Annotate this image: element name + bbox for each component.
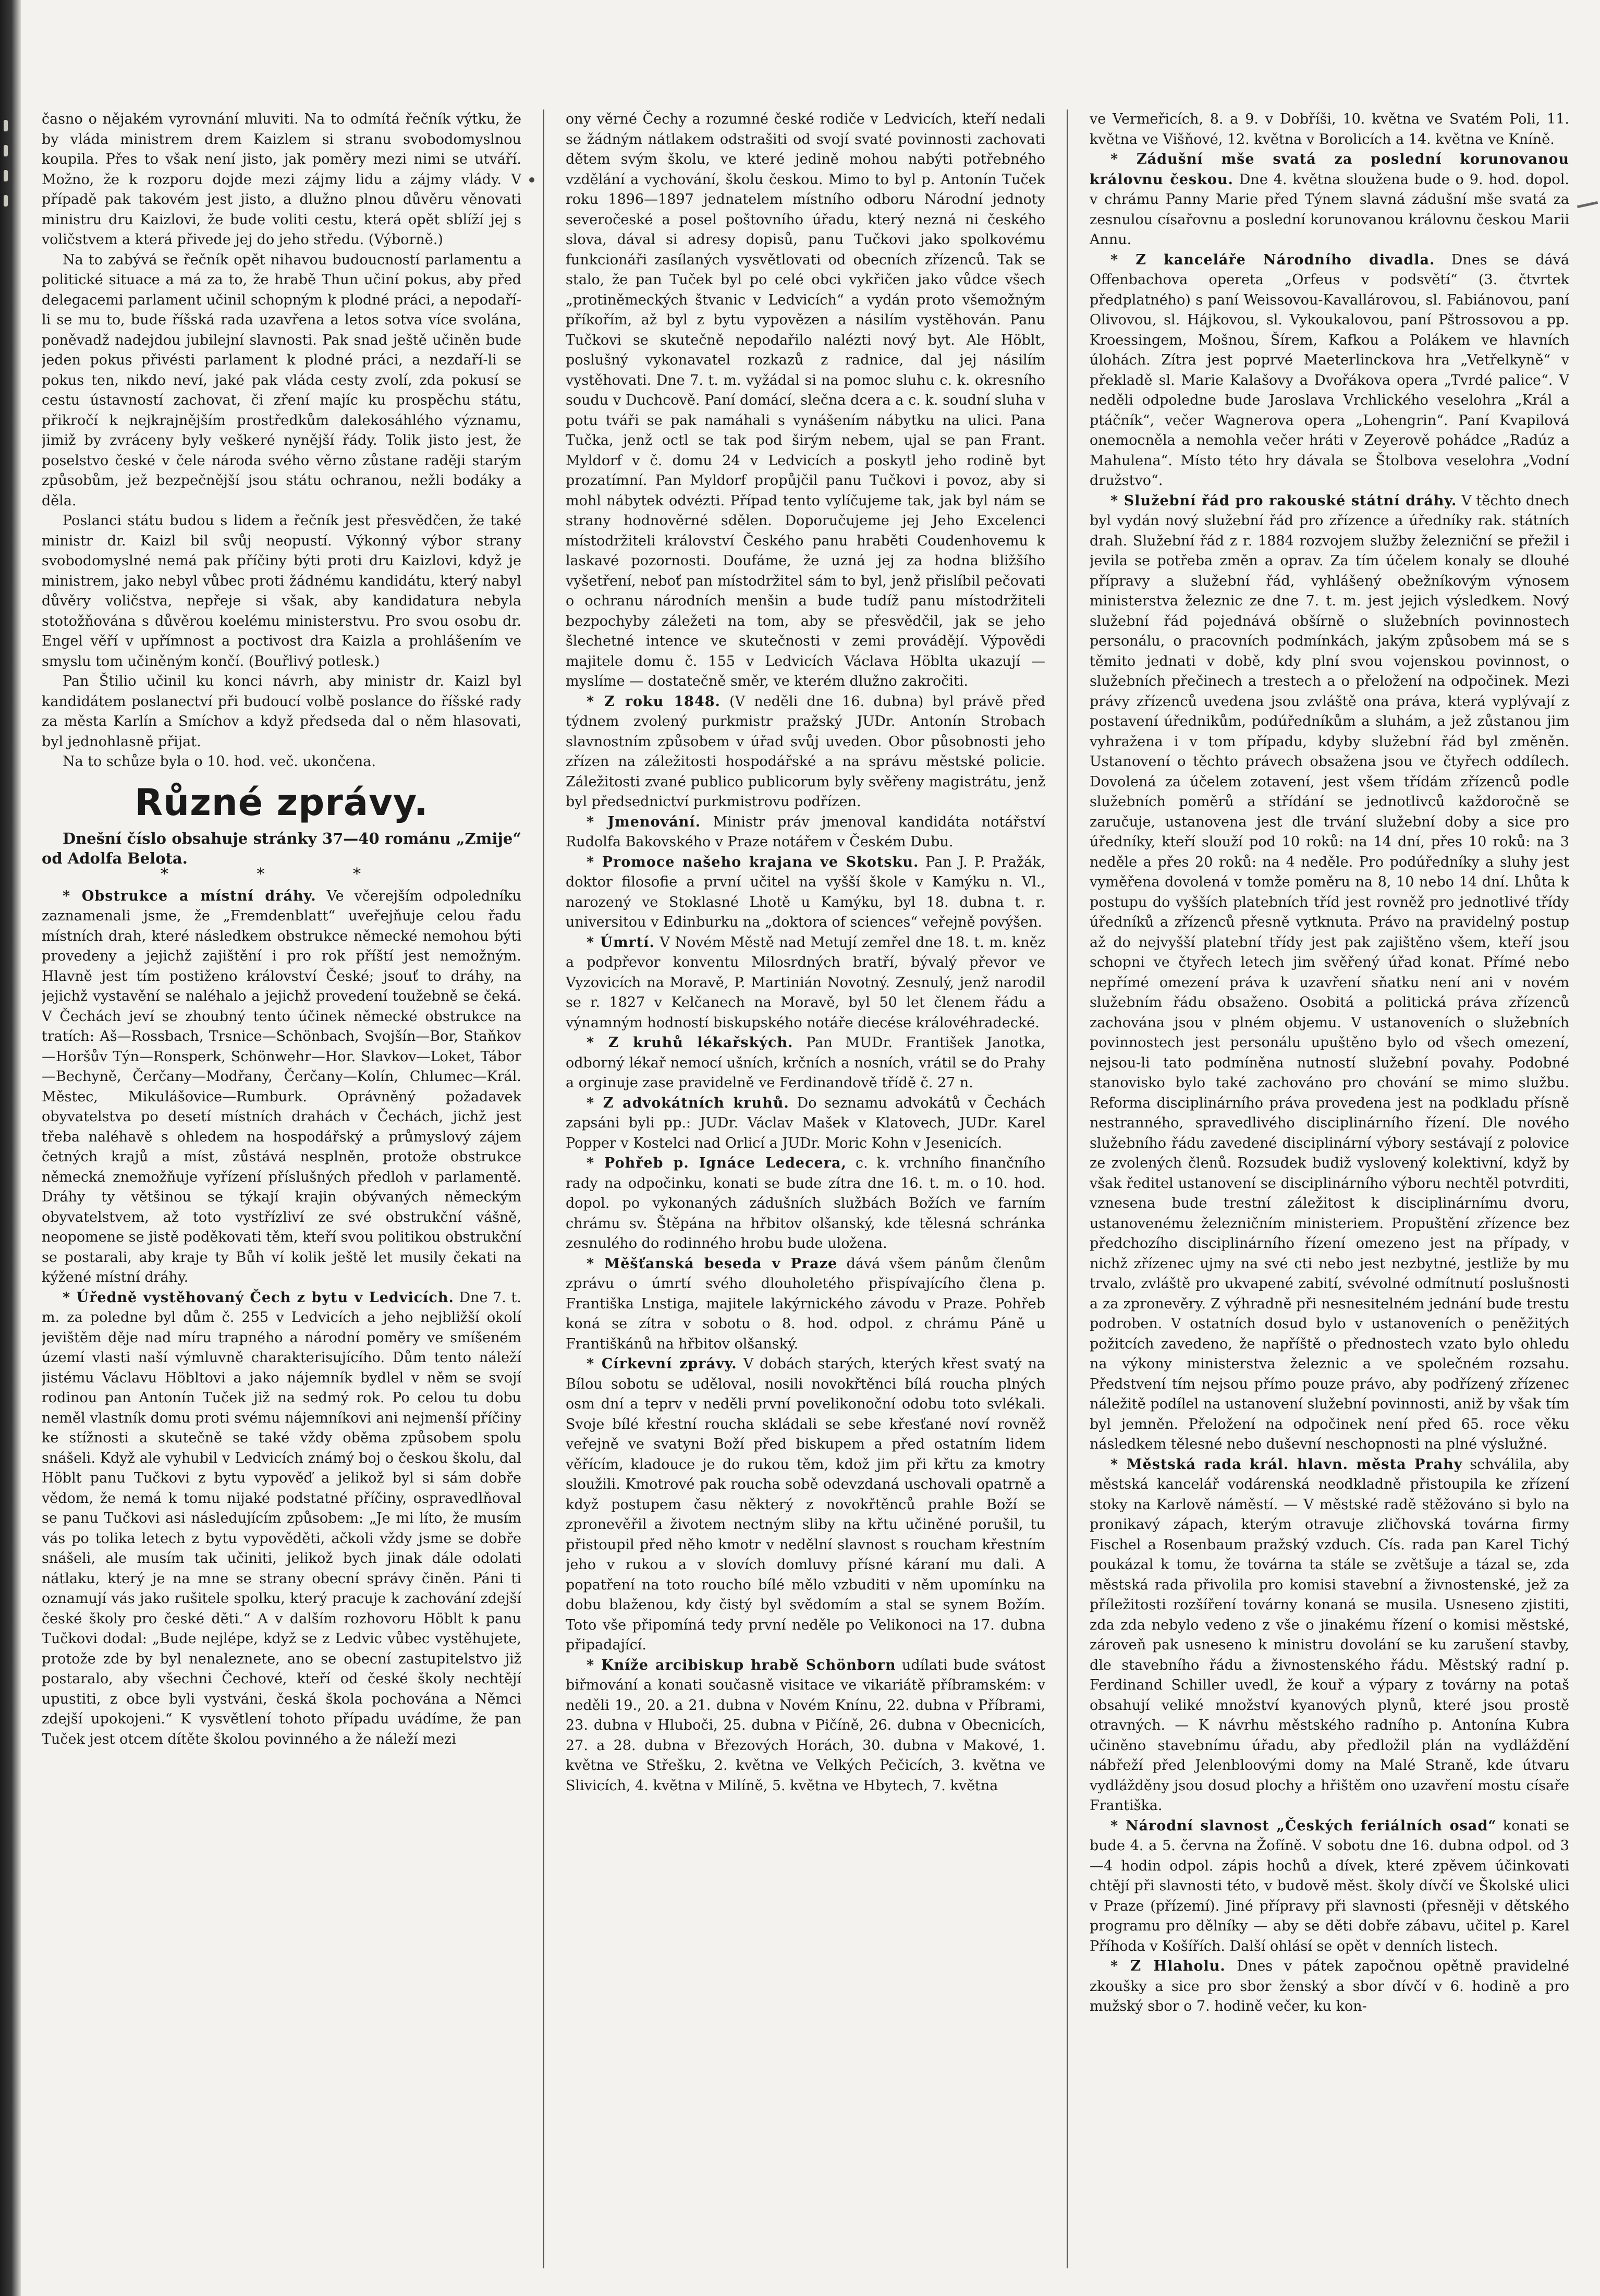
news-text: konati se bude 4. a 5. června na Žofíně. V sobotu dne 16. dubna odpol. od 3—4 hodin odpol. zápis hochů a dívek, které zpěvem účinkovati chtějí při slavnosti této, v budově měst. školy dívčí ve Školské ulici v Praze (přízemí). Jiné přípravy při slavnosti (přesněji v dětského programu pro dělníky — aby se děti dobře zábavu, učitel p. Karel Příhoda v Košířích. Další ohlásí se opět v denních listech. (1090, 1817, 1569, 1954)
section-title: Různé zprávy. (135, 781, 429, 824)
column-3 (1090, 110, 1569, 2268)
news-text: V Novém Městě nad Metují zemřel dne 18. t. m. kněz a podpřevor konventu Milosrdných bratří, bývalý převor ve Vyzovicích na Moravě, P. Martinián Novotný. Zesnulý, jenž narodil se r. 1827 v Kelčanech na Moravě, byl 50 let členem řádu a výnamným hodností biskupského notáře diecése královéhradecké. (566, 934, 1045, 1031)
news-item (42, 1288, 521, 1750)
news-headline: * Měšťanská beseda v Praze (587, 1255, 838, 1272)
news-headline: * Pohřeb p. Ignáce Ledecera, (587, 1155, 847, 1171)
news-text: Do seznamu advokátů v Čechách zapsáni byli pp.: JUDr. Václav Mašek v Klatovech, JUDr. Karel Popper v Kostelci nad Orlicí a JUDr. Moric Kohn v Jesenicích. (566, 1095, 1045, 1151)
news-item (1090, 1957, 1569, 2017)
news-item (566, 853, 1045, 933)
news-text: schválila, aby městská kancelář vodárenská neodkladně přistoupila ke zřízení stoky na Karlově náměstí. — V městské radě stěžováno si bylo na pronikavý zápach, kterým otravuje zličhovská továrna firmy Fischel a Rosenbaum pražský vzduch. Cís. rada pan Karel Tichý poukázal k tomu, že továrna ta stále se zvětšuje a tázal se, zda městská rada přivolila pro komisi stavební a živnostenské, jež za příležitosti rozšíření továrny konaná se musila. Usneseno zjistiti, zda zda nebylo vedeno z vše o jinakému řízení o komisi městské, zároveň pak usneseno k ministru dovolání se ku zarušení stavby, dle stavebního řádu a živnostenského řádu. Městský radní p. Ferdinand Schiller uvedl, že kouř a výpary z továrny na potaš obsahují veliké množství kyanových plynů, které jsou prostě otravných. — K návrhu městského radního p. Antonína Kubra učiněno stavebnímu úřadu, aby předložil plán na vydláždění nábřeží před Jelenbloovými domy na Malé Straně, kde útvaru vydlážděny jsou dosud plochy a hřištěm ono uzavření mostu císaře Františka. (1090, 1456, 1569, 1814)
news-item (566, 1153, 1045, 1254)
news-item (566, 692, 1045, 812)
news-text: (V neděli dne 16. dubna) byl právě před týdnem zvolený purkmistr pražský JUDr. Antonín Strobach slavnostním způsobem v úřad svůj uveden. Obor působnosti jeho zřízen na záležitosti hospodářské a na správu městské policie. Záležitosti zvané publico publicorum byly svěřeny magistrátu, jenž byl předsednictví purkmistrovu podřízen. (566, 693, 1045, 810)
news-item (566, 812, 1045, 853)
news-headline: * Národní slavnost „Českých feriálních osad“ (1110, 1817, 1497, 1834)
news-text: Pan J. P. Pražák, doktor filosofie a první učitel na vyšší škole v Kamýku n. Vl., narozený ve Stoklasné Lhotě u Kamýku, byl 18. dubna t. r. universitou v Edinburku na „doktora of sciences“ veřejně povýšen. (566, 854, 1045, 930)
paragraph: ve Vermeřicích, 8. a 9. v Dobříši, 10. května ve Svatém Poli, 11. května ve Višňové, 12. května v Borolicích a 14. května ve Kníně. (1090, 111, 1569, 148)
news-item (42, 886, 521, 1288)
news-item (1090, 250, 1569, 491)
news-headline: * Úředně vystěhovaný Čech z bytu v Ledvicích. (63, 1289, 454, 1306)
separator-stars: * * * (160, 865, 403, 883)
paragraph: Poslanci státu budou s lidem a řečník jest přesvědčen, že také ministr dr. Kaizl bil svůj neopustí. Výkonný výbor strany svobodomyslné nemá pak příčiny býti proti dru Kaizlovi, když je ministrem, jako nebyl vůbec proti žádnému kandidátu, který nabyl důvěry voličstva, nepřeje si však, aby kandidatura nebyla stotožňována s důvěrou koelému ministerstvu. Pro svou osobu dr. Engel věří v upřímnost a poctivost dra Kaizla a prohlášením ve smyslu tom učiněným končí. (Bouřlivý potlesk.) (42, 513, 521, 670)
news-item (1090, 150, 1569, 250)
news-headline: * Církevní zprávy. (587, 1356, 737, 1372)
print-dot (529, 177, 534, 183)
news-item (566, 1656, 1045, 1796)
binding-edge (0, 0, 21, 2296)
news-headline: * Z roku 1848. (587, 693, 720, 710)
news-item (1090, 1455, 1569, 1816)
news-text: Dne 4. května sloužena bude o 9. hod. dopol. v chrámu Panny Marie před Týnem slavná zádušní mše svatá za zesnulou císařovnu a poslední korunovanou královnu českou Marii Annu. (1090, 171, 1569, 248)
paragraph: časno o nějakém vyrovnání mluviti. Na to odmítá řečník výtku, že by vláda ministrem drem Kaizlem si stranu svobodomyslnou koupila. Přes to však není jisto, jak poměry mezi nimi se utváří. Možno, že k rozporu dojde mezi zájmy lidu a zájmy vlády. V případě pak takovém jest jisto, a dlužno plnou důvěru věnovati ministru dru Kaizlovi, že bude voliti cestu, která opět sblíží jej s voličstvem a která přivede jej do jeho středu. (Výborně.) (42, 111, 521, 248)
news-text: Ve včerejším odpoledníku zaznamenali jsme, že „Fremdenblatt“ uveřejňuje celou řadu místních drah, které následkem obstrukce německé nemohou býti provedeny a jejichž zajištění i pro rok příští jest nemožným. Hlavně jest tím postiženo království České; jsouť to dráhy, na jejichž vystavění se naléhalo a jejichž provedení toužebně se čeká. V Čechách jeví se zhoubný tento účinek německé obstrukce na tratích: Aš—Rossbach, Trsnice—Schönbach, Svojšín—Bor, Staňkov—Horšův Týn—Ronsperk, Schönwehr—Hor. Slavkov—Loket, Tábor—Bechyně, Čerčany—Modřany, Čerčany—Kolín, Chlumec—Král. Městec, Mikulášovice—Rumburk. Oprávněný požadavek obyvatelstva po desetí místních drahách v Čechách, jichž jest třeba naléhavě s ohledem na hospodářský a průmyslový zájem četných krajů a míst, zůstává nesplněn, protože obstrukce německá znemožňuje vyřízení příslušných předloh v parlamentě. Dráhy ty většinou se týkají krajin obývaných německým obyvatelstvem, až toto vystřízliví ze své obstrukční vášně, neopomene se jistě poděkovati těm, kteří svou politikou obstrukční se postarali, aby kraje ty Bůh ví kolik ještě let musily čekati na kýžené místní dráhy. (42, 888, 521, 1285)
binding-marks (2, 120, 9, 235)
paragraph: Pan Štilio učinil ku konci návrh, aby ministr dr. Kaizl byl kandidátem poslanectví při budoucí volbě poslance do říšské rady za města Karlín a Smíchov a když předseda dal o něm hlasovati, byl jednohlasně přijat. (42, 673, 521, 750)
news-text: V dobách starých, kterých křest svatý na Bílou sobotu se uděloval, nosili novokřtěnci bílá roucha plných osm dní a teprv v neděli první povelikonoční odobu toto svlékali. Svoje bílé křestní roucha skládali se sebe křesťané noví rovněž veřejně ve svatyni Boží před biskupem a před ostatním lidem věřícím, kladouce je do rukou těm, kdož jim při křtu za kmotry sloužili. Kmotrové pak roucha sobě odevzdaná uschovali opatrně a když postupem času některý z novokřtěnců prahle Boží se zpronevěřil a životem nectným sliby na křtu učiněné porušil, tu přistoupil před něho kmotr v nedělní slavnost s roucham křestním jeho v rukou a v slovích domluvy přísné káraní mu dali. A popatření na toto roucho bílé mělo vzbuditi v něm upomínku na dobu blaženou, kdy čistý byl svědomím a stal se synem Božím. Toto vše připomíná tedy první neděle po Velikonoci na 17. dubna připadající. (566, 1356, 1045, 1653)
news-item (566, 1354, 1045, 1656)
paragraph: Na to zabývá se řečník opět nihavou budoucností parlamentu a politické situace a má za to, že hrabě Thun učiní pokus, aby před delegacemi parlament učinil schopným k plodné práci, a nepodaří-li se mu to, bude říšská rada uzavřena a letos sotva více svolána, poněvadž nadejdou jubilejní slavnosti. Pak snad ještě učiněn bude jeden pokus přivésti parlament k plodné práci, a nezdaří-li se pokus ten, nikdo neví, jaké pak vláda cesty zvolí, zda pokusí se cestu ústavností zachovat, či zření majíc ku prospěchu státu, přikročí k nejkrajnějším prostředkům dalekosáhlého významu, jimiž by zvráceny byly veškeré nynější řády. Tolik jisto jest, že poselstvo české v čele národa svého věrno zůstane raději starým způsobům, jež bezpečnější jsou státu ochranou, nežli bodáky a děla. (42, 251, 521, 509)
news-text: Pan MUDr. František Janotka, odborný lékař nemocí ušních, krčních a nosních, vrátil se do Prahy a orginuje zase pravidelně ve Ferdinandově třídě č. 27 n. (566, 1035, 1045, 1091)
paragraph: ony věrné Čechy a rozumné české rodiče v Ledvicích, kteří nedali se žádným nátlakem odstrašiti od svojí svaté povinnosti zachovati dětem svým školu, ve které jedině mohou nabýti potřebného vzdělání a vychování, školu českou. Mimo to byl p. Antonín Tuček roku 1896—1897 jednatelem místního odboru Národní jednoty severočeské a posel poštovního úřadu, který nezná ni českého slova, dával si adresy dopisů, panu Tučkovi jako spolkovému funkcionáři zasílaných vysvětlovati od obecních zřízenců. Tak se stalo, že pan Tuček byl po celé obci vykřičen jako vůdce všech „protiněmeckých štvanic v Ledvicích“ a vydán proto všemožným příkořím, až byl z bytu vypovězen a násilím vystěhován. Panu Tučkovi se skutečně nepodařilo nalézti nový byt. Ale Höblt, poslušný vykonavatel rozkazů z radnice, dal jej násilím vystěhovati. Dne 7. t. m. vyžádal si na pomoc sluhu c. k. okresního soudu v Duchcově. Paní domácí, slečna dcera a c. k. soudní sluha v potu tváři se pak namáhali s vynášením nábytku na ulici. Pana Tučka, jenž octl se tak pod širým nebem, ujal se pan Frant. Myldorf v č. domu 24 v Ledvicích a poskytl jeho rodině byt prozatímní. Pan Myldorf propůjčil panu Tučkovi i povoz, aby si mohl nábytek odvézti. Případ tento vylíčujeme tak, jak byl nám se strany hodnověrné sdělen. Doporučujeme jej Jeho Excelenci místodržiteli království Českého panu hraběti Coudenhovemu k laskavé pozornosti. Doufáme, že uzná jej za hodna bližšího vyšetření, neboť pan místodržitel sám to byl, jenž přislíbil pečovati o ochranu národních menšin a bude tudíž panu místodržiteli bezpochyby záležeti na tom, aby se přesvědčil, jak se jeho šlechetné intence ve skutečnosti v zemi provádějí. Výpovědi majitele domu č. 155 v Ledvicích Václava Höblta ukazují — myslíme — dostatečně směr, ve kterém dlužno zakročiti. (566, 111, 1045, 689)
news-text: c. k. vrchního finančního rady na odpočinku, konati se bude zítra dne 16. t. m. o 10. hod. dopol. po vykonaných zádušních službách Božích ve farním chrámu sv. Štěpána na hřbitov olšanský, kde tělesná schránka zesnulého do rodinného hrobu bude uložena. (566, 1155, 1045, 1252)
page-mark (1577, 201, 1598, 208)
column-rule (1067, 110, 1068, 2268)
news-item (1090, 1816, 1569, 1957)
paragraph: Na to schůze byla o 10. hod. več. ukončena. (63, 754, 376, 770)
news-headline: * Z kanceláře Národního divadla. (1110, 251, 1435, 268)
news-headline: * Zádušní mše svatá za poslední korunovanou královnu českou. (1090, 151, 1569, 188)
intro-note: Dnešní číslo obsahuje stránky 37—40 románu „Zmije“ od Adolfa Belota. (42, 829, 521, 867)
news-text: dává všem pánům členům zprávu o úmrtí svého dlouholetého přispívajícího člena p. Františka Lnstiga, majitele lakýrnického závodu v Praze. Pohřeb koná se zítra v sobotu o 8. hod. odpol. z chrámu Páně u Františkánů na hřbitov olšanský. (566, 1255, 1045, 1352)
news-item (566, 1033, 1045, 1094)
news-headline: * Promoce našeho krajana ve Skotsku. (587, 854, 919, 870)
news-headline: * Jmenování. (587, 813, 701, 830)
news-headline: * Kníže arcibiskup hrabě Schönborn (587, 1657, 896, 1673)
news-headline: * Z advokátních kruhů. (587, 1095, 789, 1111)
news-text: V těchto dnech byl vydán nový služební řád pro zřízence a úředníky rak. státních drah. Služební řád z r. 1884 rozvojem služby železniční se přežil i jevila se potřeba změn a oprav. Za tím účelem konaly se dlouhé přípravy a služební řád, vyhlášený obežníkovým výnosem ministerstva železnic ze dne 7. t. m. jest jejich výsledkem. Nový služební řád pojednává obšírně o služebních povinnostech personálu, o pracovních podmínkách, jakým způsobem má se s těmito jednati v době, kdy plní svou vojenskou povinnost, o služebních přečinech a trestech a o přeložení na odpočinek. Mezi právy zřízenců uvedena jsou zvláště ona práva, která vyplývají z postavení úřednikům, podúředníkům a sluhám, a jež zůstanou jim vyhražena i v tom případu, kdyby služební řád byl změněn. Ustanovení o těchto právech obsažena jsou ve čtyřech oddílech. Dovolená za účelem zotavení, jest všem třídám zřízenců podle služebních poměrů a střídání se jednotlivců každoročně se zaručuje, ustanovena jest dle trvání služební doby a sice pro úředníky, kteří slouží pod 10 roků: na 14 dní, přes 10 roků: na 3 neděle a přes 20 roků: na 4 neděle. Pro podúředníky a sluhy jest vyměřena dovolená v tomže poměru na 8, 10 nebo 14 dní. Lhůta k postupu do vyšších platebních tříd jest rovněž pro jednotlivé třídy úředníků a zřízenců přesně vytknuta. Právo na pravidelný postup až do nejvyšší platební třídy jest pak zajištěno všem, kteří jsou schopni ve čtyřech letech jim svěřený úřad konat. Přímé nebo nepřímé omezení práva k uzavření sňatku není ani v novém služebním řádu obsaženo. Osobitá a politická práva zřízenců zachována jsou v plném objemu. V ustanoveních o služebních povinnostech jest personálu upuštěno bylo od všech omezení, nejsou-li tato podmíněna nutností služební povahy. Podobné stanovisko bylo také zachováno pro chování se mimo službu. Reforma disciplinárního práva provedena jest na podkladu přísně nestranného, spravedlivého disciplinárního řízení. Dle nového služebního řádu zavedené disciplinární výbory sestávají z polovice ze zvolených členů. Rozsudek budiž vyslovený kolektivní, když by však ředitel ustanovení se disciplinárního výboru nechtěl potvrditi, vznesena bude trestní záležitost k disciplinárnímu dvoru, ustanovenému železničním ministeriem. Propuštění zřízence bez předchozího disciplinárního řízení omezeno jest na případy, v nichž zřízenec ujmy na své cti nebo jest nezbytné, jestliže by mu trvalo, zvláště pro ukvapené zabití, svévolné odmítnutí poslušnosti a za zpronevěry. Z výhradně při nesnesitelném jednání bude trestu podroben. V ostatních dosud bylo v ustanoveních o peněžitých požitcích zavedeno, že napříště o přednostech vzato bylo ohledu na výkony ministerstva železnic a ve společném rozsahu. Předstvení tím nejsou přímo pouze právo, aby podřízený zřízenec náležitě podílel na ustanovení služební povinnosti, aniž by však tím byl jemněn. Přeložení na odpočinek není před 65. roce věku následkem tělesné nebo duševní neschopnosti na plné výslužné. (1090, 492, 1569, 1452)
news-item (566, 933, 1045, 1034)
news-headline: * Úmrtí. (587, 934, 655, 951)
news-headline: * Obstrukce a místní dráhy. (63, 888, 316, 904)
news-text: Dnes v pátek započnou opětně pravidelné zkoušky a sice pro sbor ženský a sbor dívčí v 6. hodině a pro mužský sbor o 7. hodině večer, ku kon- (1090, 1958, 1569, 2014)
news-text: Dne 7. t. m. za poledne byl dům č. 255 v Ledvicích a jeho nejbližší okolí jevištěm děje nad míru trapného a národní poměry ve smíšeném území vlasti naší výmluvně charakterisujícího. Dům tento náleží jistému Václavu Höbltovi a jako nájemník bydlel v něm se svojí rodinou pan Antonín Tuček již na sedmý rok. Po celou tu dobu neměl vlastník domu proti svému nájemníkovi ani nejmenší příčiny ke stížnosti a skutečně se také vždy oběma způsobem spolu snášeli. Když ale vyhubil v Ledvicích známý boj o českou školu, dal Höblt panu Tučkovi z bytu vypověď a jelikož byl si sám dobře vědom, že nemá k tomu nijaké podstatné příčiny, ospravedlňoval se panu Tučkovi asi následujícím způsobem: „Je mi líto, že musím vás po tolika letech z bytu vypověděti, ačkoli vždy jsme se dobře snášeli, ale musím tak učiniti, jelikož bych jinak dále odolati nátlaku, který je na mne se strany obecní správy činěn. Páni ti oznamují vás jako rušitele spolku, který pracuje k zachování zdejší české školy pro české děti.“ A v dalším rozhovoru Höblt k panu Tučkovi dodal: „Bude nejlépe, když se z Ledvic vůbec vystěhujete, protože zde by byl nenaleznete, ano se obecní zastupitelstvo již postaralo, aby všechni Čechové, kteří od české školy nechtějí upustiti, z obce byli vystváni, česká škola pochována a Němci zdejší upokojeni.“ K vysvětlení tohoto případu uvádíme, že pan Tuček jest otcem dítěte školou povinného a že náleží mezi (42, 1289, 521, 1747)
news-headline: * Městská rada král. hlavn. města Prahy (1110, 1456, 1463, 1473)
news-headline: * Služební řád pro rakouské státní dráhy. (1110, 492, 1457, 509)
news-text: udílati bude svátost biřmování a konati současně visitace ve vikariátě příbramském: v neděli 19., 20. a 21. dubna v Novém Knínu, 22. dubna v Příbrami, 23. dubna v Hluboči, 25. dubna v Pičíně, 26. dubna v Obecnicích, 27. a 28. dubna v Březových Horách, 30. dubna v Makové, 1. května ve Střešku, 2. května ve Velkých Pečicích, 3. května ve Slivicích, 4. května v Milíně, 5. května ve Hbytech, 7. května (566, 1657, 1045, 1794)
news-text: Ministr práv jmenoval kandidáta notářství Rudolfa Bakovského v Praze notářem v Českém Dubu. (566, 813, 1045, 850)
news-item (566, 1254, 1045, 1355)
news-text: Dnes se dává Offenbachova opereta „Orfeus v podsvětí“ (3. čtvrtek předplatného) s paní Weissovou-Kavallárovou, sl. Fabiánovou, paní Olivovou, sl. Hájkovou, sl. Vykoukalovou, paní Pštrossovou a pp. Kroessingem, Mošnou, Šírem, Kafkou a Polákem ve hlavních úlohách. Zítra jest poprvé Maeterlinckova hra „Vetřelkyně“ v překladě sl. Marie Kalašovy a Dvořákova opera „Tvrdé palice“. V neděli odpoledne bude Jaroslava Vrchlického veselohra „Král a ptáčník“, večer Wagnerova opera „Lohengrin“. Paní Kvapilová onemocněla a nemohla večer hráti v Zeyerově pohádce „Radúz a Mahulena“. Místo této hry dávala se Štolbova veselohra „Vodní družstvo“. (1090, 251, 1569, 489)
news-headline: * Z kruhů lékařských. (587, 1035, 793, 1051)
newspaper-page (42, 110, 1569, 2268)
news-headline: * Z Hlaholu. (1110, 1958, 1226, 1974)
news-item (1090, 491, 1569, 1455)
column-1 (42, 110, 521, 2268)
news-item (566, 1094, 1045, 1154)
column-rule (543, 110, 544, 2268)
column-2 (566, 110, 1045, 2268)
